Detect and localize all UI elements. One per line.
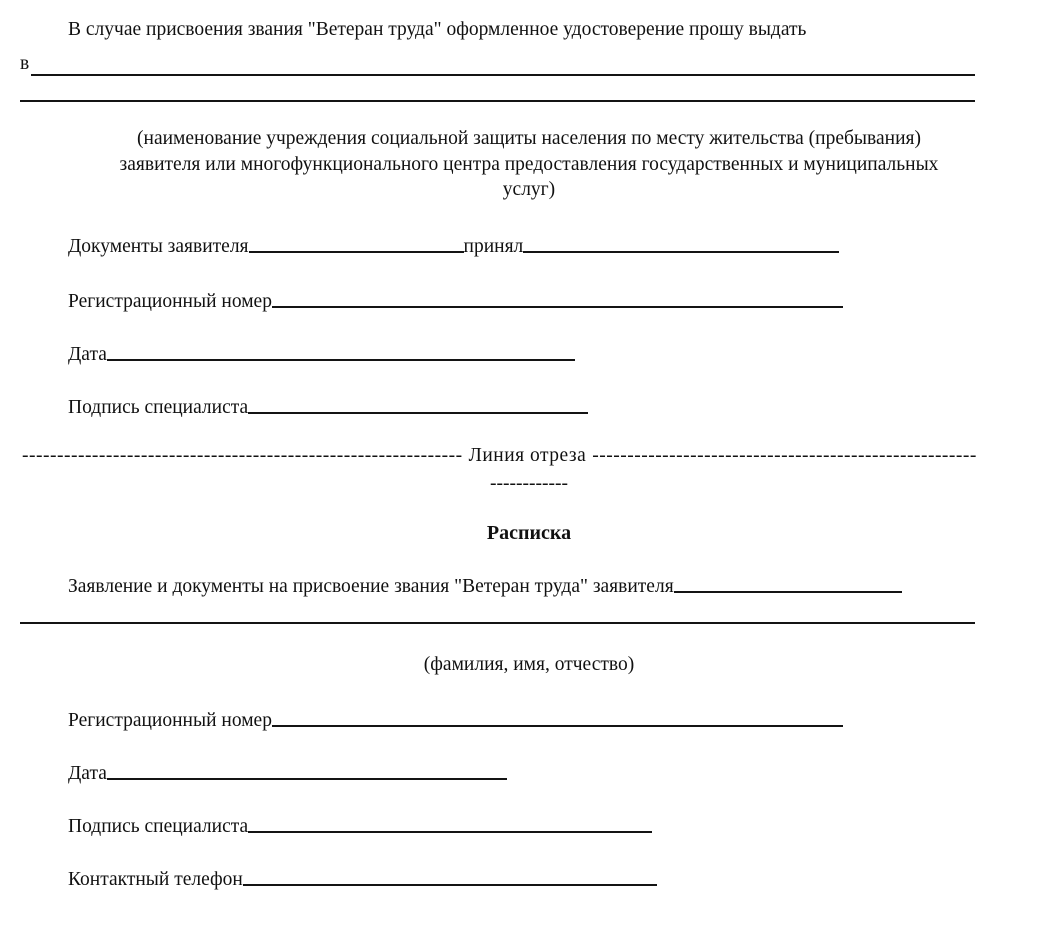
field-date-input-2[interactable] [107,760,507,780]
field-registration-number-input-2[interactable] [272,707,843,727]
field-specialist-signature-input[interactable] [248,394,588,414]
field-registration-number-label-2: Регистрационный номер [68,709,272,731]
receipt-applicant-rule-2[interactable] [20,622,975,624]
caption-line-1: (наименование учреждения социальной защиты населения по месту жительства (пребывания) [137,128,921,149]
cut-line [22,444,977,469]
field-specialist-signature-1 [68,394,588,421]
application-destination-label: в [20,53,30,74]
receipt-applicant-caption: (фамилия, имя, отчество) [423,654,635,675]
cut-line-dashes-right: ------------------------------------------------------- [592,445,977,466]
field-specialist-signature-2 [68,813,652,840]
field-documents-accepted [68,233,839,260]
application-intro-line: В случае присвоения звания "Ветеран труда" оформленное удостоверение прошу выдать [68,19,807,40]
field-documents-input[interactable] [249,233,464,253]
field-registration-number-1 [68,288,843,315]
application-destination-rule-1[interactable] [31,74,975,76]
field-date-2 [68,760,507,787]
field-date-1 [68,341,575,368]
field-contact-phone [68,866,657,893]
receipt-title: Расписка [486,522,572,544]
field-accepted-by-label: принял [463,235,524,257]
field-documents-label: Документы заявителя [68,235,249,257]
field-registration-number-2 [68,707,843,734]
field-accepted-by-input[interactable] [523,233,839,253]
cut-line-dashes-left: --------------------------------------------------------------- [22,445,463,466]
cut-line-label: Линия отреза [468,445,587,466]
receipt-statement-label: Заявление и документы на присвоение звания "Ветеран труда" заявителя [68,575,674,597]
receipt-statement-row [68,573,902,600]
receipt-applicant-input[interactable] [674,573,902,593]
field-registration-number-input[interactable] [272,288,843,308]
field-date-label-2: Дата [68,762,107,784]
field-specialist-signature-input-2[interactable] [248,813,652,833]
application-destination-rule-2[interactable] [20,100,975,102]
field-specialist-signature-label-2: Подпись специалиста [68,815,249,837]
cut-line-wrap: ------------ [490,473,568,494]
field-contact-phone-input[interactable] [243,866,657,886]
caption-line-2: заявителя или многофункционального центра предоставления государственных и муниципальных [119,153,939,175]
caption-line-3: услуг) [502,179,556,201]
application-destination-caption [36,126,1022,203]
field-registration-number-label: Регистрационный номер [68,290,272,312]
field-date-input[interactable] [107,341,575,361]
field-date-label: Дата [68,343,107,365]
field-specialist-signature-label: Подпись специалиста [68,396,249,418]
field-contact-phone-label: Контактный телефон [68,868,243,890]
